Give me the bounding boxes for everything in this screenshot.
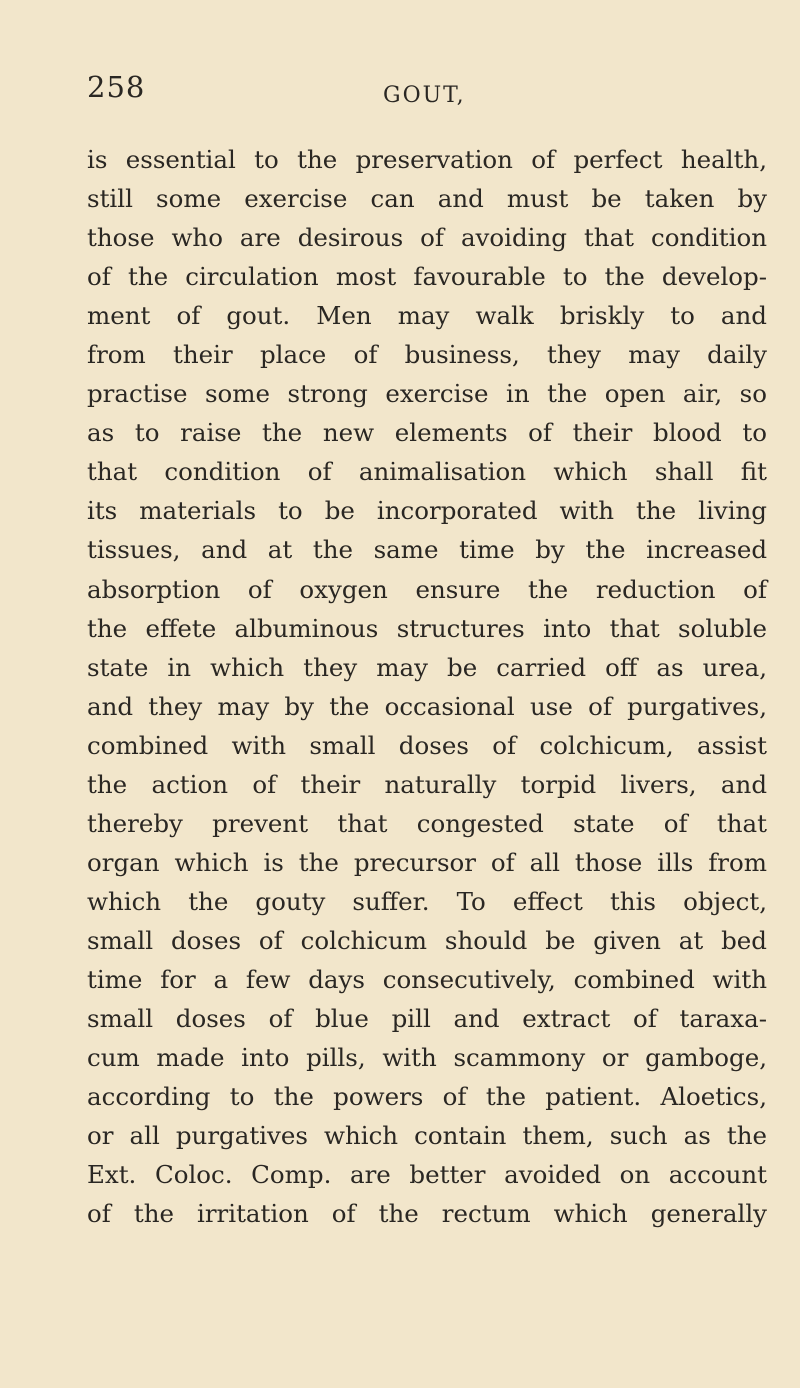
text-line: of the irritation of the rectum which generally bbox=[87, 1199, 767, 1229]
body-text bbox=[87, 140, 767, 1233]
text-line: ment of gout. Men may walk briskly to and bbox=[87, 301, 767, 331]
text-line: cum made into pills, with scammony or gamboge, bbox=[87, 1043, 767, 1073]
text-line: small doses of blue pill and extract of taraxa- bbox=[87, 1004, 767, 1034]
text-line: the effete albuminous structures into that soluble bbox=[87, 613, 767, 643]
text-line: Ext. Coloc. Comp. are better avoided on account bbox=[87, 1160, 767, 1190]
text-line: that condition of animalisation which shall fit bbox=[87, 457, 767, 487]
text-line: according to the powers of the patient. Aloetics, bbox=[87, 1082, 767, 1112]
text-line: state in which they may be carried off as urea, bbox=[87, 652, 767, 682]
text-line: its materials to be incorporated with the living bbox=[87, 496, 767, 526]
text-line: absorption of oxygen ensure the reduction of bbox=[87, 574, 767, 604]
running-head: GOUT, bbox=[383, 83, 466, 108]
page-number: 258 bbox=[87, 70, 146, 104]
text-line: and they may by the occasional use of purgatives, bbox=[87, 691, 767, 721]
text-line: from their place of business, they may daily bbox=[87, 340, 767, 370]
text-line: as to raise the new elements of their blood to bbox=[87, 418, 767, 448]
text-line: is essential to the preservation of perfect health, bbox=[87, 145, 767, 174]
text-line: thereby prevent that congested state of that bbox=[87, 808, 767, 838]
text-line: organ which is the precursor of all those ills from bbox=[87, 847, 767, 877]
text-line: the action of their naturally torpid livers, and bbox=[87, 769, 767, 799]
text-line: time for a few days consecutively, combined with bbox=[87, 964, 767, 994]
text-line: of the circulation most favourable to the develop- bbox=[87, 262, 767, 292]
text-line: small doses of colchicum should be given at bed bbox=[87, 925, 767, 955]
text-line: those who are desirous of avoiding that condition bbox=[87, 223, 767, 253]
text-line: still some exercise can and must be taken by bbox=[87, 184, 767, 214]
text-line: or all purgatives which contain them, such as the bbox=[87, 1121, 767, 1151]
text-line: which the gouty suffer. To effect this object, bbox=[87, 886, 767, 916]
text-line: practise some strong exercise in the open air, so bbox=[87, 379, 767, 409]
text-line: tissues, and at the same time by the increased bbox=[87, 535, 767, 565]
text-line: combined with small doses of colchicum, assist bbox=[87, 730, 767, 760]
